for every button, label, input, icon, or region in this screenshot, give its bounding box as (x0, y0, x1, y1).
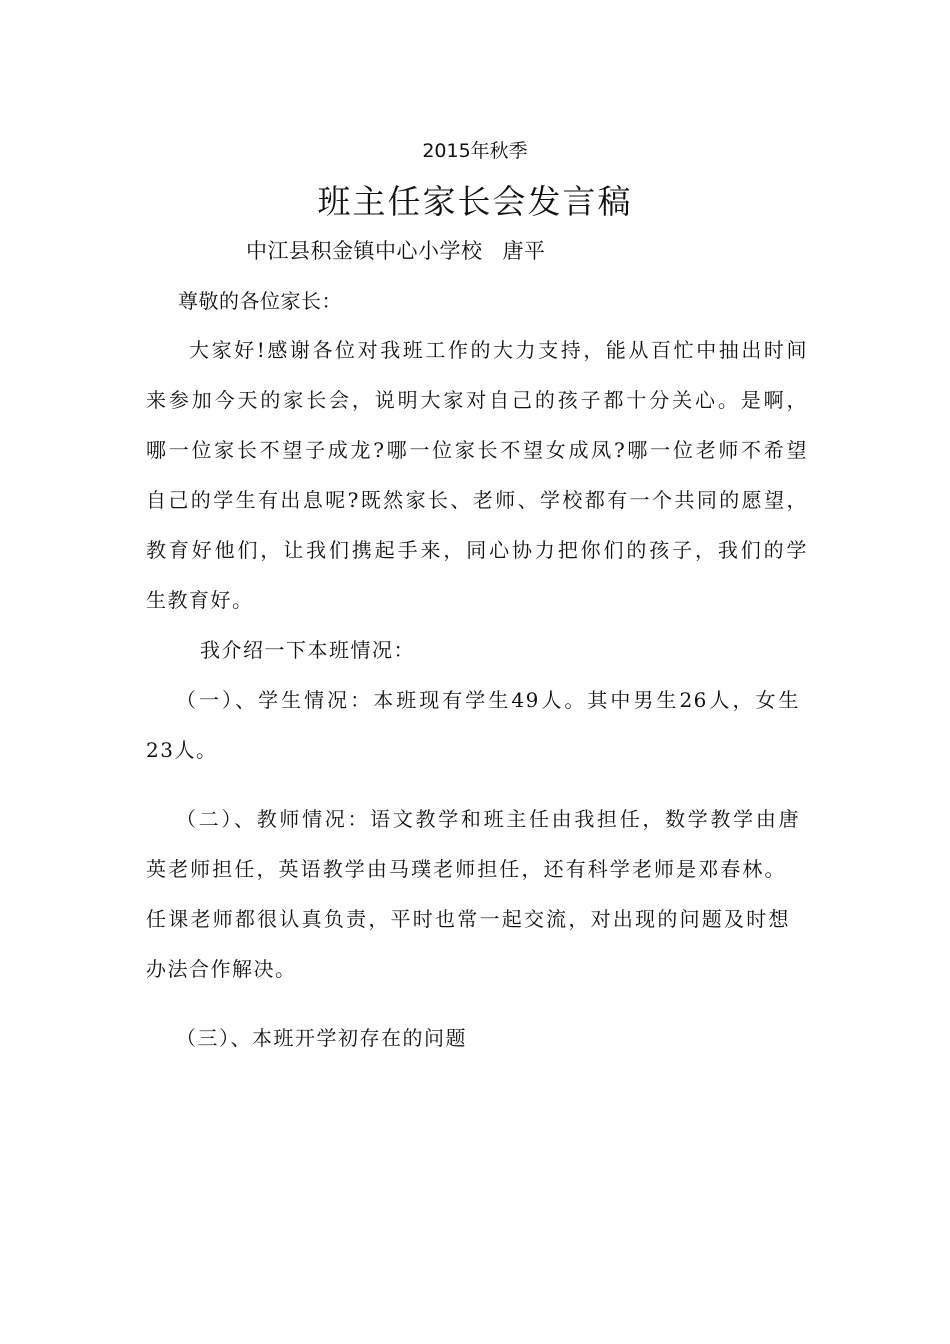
section-line: 23人。 (146, 738, 218, 762)
author-line (246, 238, 546, 264)
section-heading: （三）、本班开学初存在的问题 (176, 1026, 467, 1050)
salutation: 尊敬的各位家长： (178, 289, 342, 313)
school-name: 中江县积金镇中心小学校 (246, 239, 483, 263)
paragraph-line: 生教育好。 (146, 588, 254, 612)
author-name: 唐平 (502, 239, 546, 263)
paragraph-line: 大家好!感谢各位对我班工作的大力支持，能从百忙中抽出时间 (189, 338, 808, 362)
paragraph-line: 哪一位家长不望子成龙?哪一位家长不望女成凤?哪一位老师不希望 (146, 438, 808, 462)
page-title: 班主任家长会发言稿 (317, 182, 633, 221)
section-line: （二）、教师情况：语文教学和班主任由我担任，数学教学由唐 (176, 807, 800, 831)
section-line: （一）、学生情况：本班现有学生49人。其中男生26人，女生 (176, 688, 800, 712)
section-line: 任课老师都很认真负责，平时也常一起交流，对出现的问题及时想 (146, 907, 790, 931)
section-line: 英老师担任，英语教学由马璞老师担任，还有科学老师是邓春林。 (146, 857, 786, 881)
paragraph-line: 教育好他们，让我们携起手来，同心协力把你们的孩子，我们的学 (146, 538, 808, 562)
paragraph-line: 自己的学生有出息呢?既然家长、老师、学校都有一个共同的愿望， (146, 488, 808, 512)
intro-line: 我介绍一下本班情况： (200, 638, 415, 662)
section-line: 办法合作解决。 (146, 957, 297, 981)
season-heading: 2015年秋季 (422, 140, 528, 162)
paragraph-line: 来参加今天的家长会，说明大家对自己的孩子都十分关心。是啊， (146, 388, 808, 412)
